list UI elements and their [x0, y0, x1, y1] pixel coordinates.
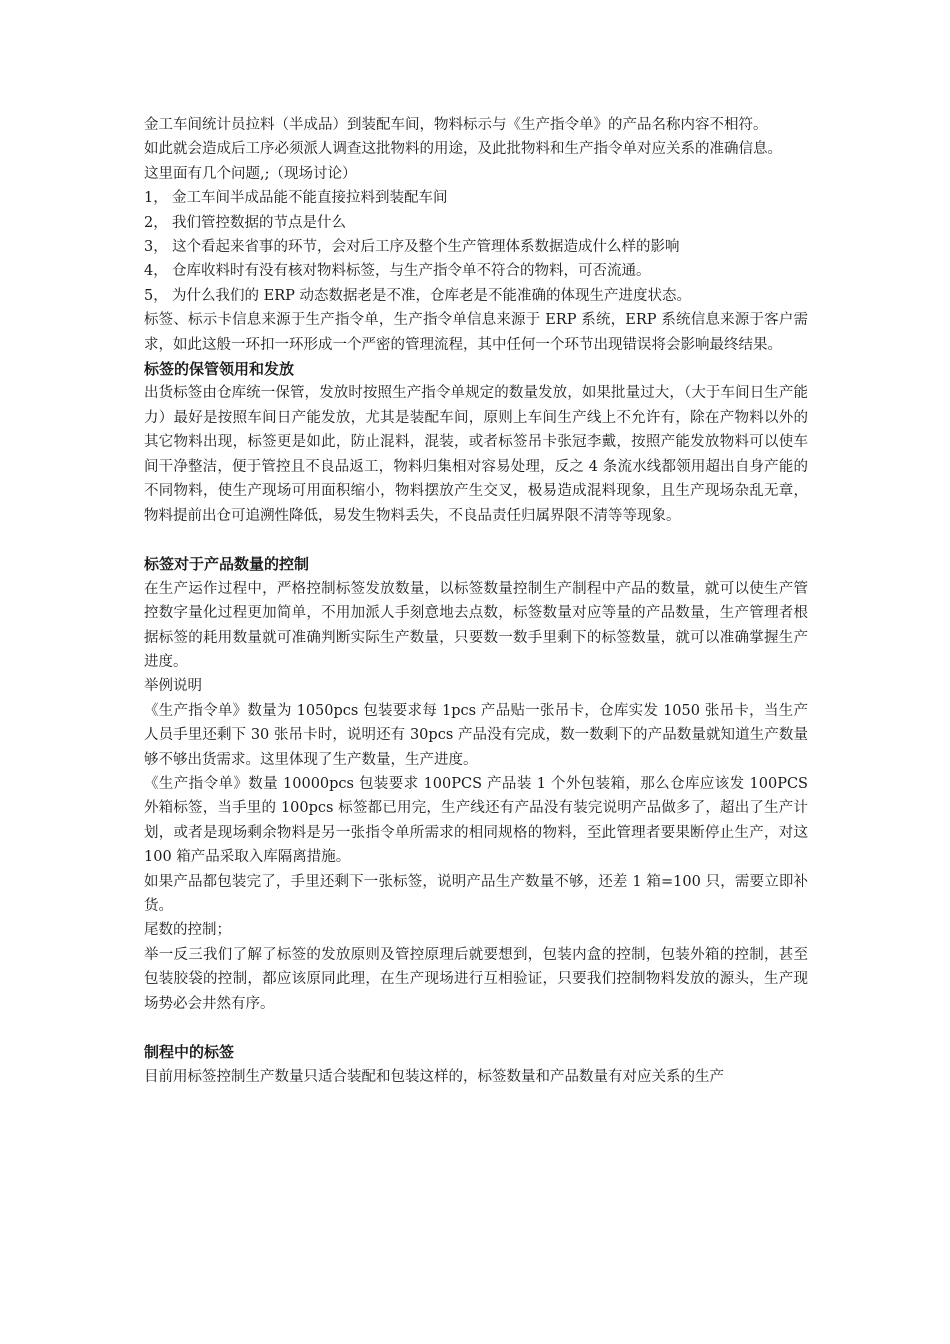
question-number: 5，: [144, 287, 168, 304]
example-title: 举例说明: [144, 678, 202, 695]
section-body-quantity-control: 在生产运作过程中，严格控制标签发放数量，以标签数量控制生产制程中产品的数量，就可以使生产管控数字量化过程更加简单，不用加派人手刻意地去点数，标签数量对应等量的产品数量，生产管理者根据标签的耗用数量就可准确判断实际生产数量，只要数一数手里剩下的标签数量，就可以准确掌握生产进度。: [144, 580, 808, 670]
question-item: [144, 284, 808, 308]
section-body-in-process-labels: 目前用标签控制生产数量只适合装配和包装这样的，标签数量和产品数量有对应关系的生产: [144, 1068, 724, 1085]
section-heading-in-process-labels: 制程中的标签: [144, 1043, 235, 1062]
question-number: 1，: [144, 190, 168, 207]
question-item: [144, 259, 808, 283]
summary-paragraph: 标签、标示卡信息来源于生产指令单，生产指令单信息来源于 ERP 系统，ERP 系统信息来源于客户需求，如此这般一环扣一环形成一个严密的管理流程，其中任何一个环节出现错误将会影响最终结果。: [144, 312, 808, 353]
question-item: [144, 211, 808, 235]
example-paragraph-3: 如果产品都包装完了，手里还剩下一张标签，说明产品生产数量不够，还差 1 箱=100 只，需要立即补货。: [144, 873, 808, 914]
intro-paragraph-3: 这里面有几个问题,;（现场讨论）: [144, 165, 357, 182]
paragraph-gap: [144, 528, 808, 552]
question-item: [144, 186, 808, 210]
tail-control-body: 举一反三我们了解了标签的发放原则及管控原理后就要想到，包装内盒的控制，包装外箱的控制，甚至包装胶袋的控制，都应该原同此理，在生产现场进行互相验证，只要我们控制物料发放的源头，生产现场势必会井然有序。: [144, 946, 808, 1012]
question-number: 2，: [144, 214, 168, 231]
question-item: [144, 235, 808, 259]
question-text: 这个看起来省事的环节，会对后工序及整个生产管理体系数据造成什么样的影响: [172, 239, 680, 256]
question-text: 仓库收料时有没有核对物料标签，与生产指令单不符合的物料，可否流通。: [172, 263, 651, 280]
example-paragraph-1: 《生产指令单》数量为 1050pcs 包装要求每 1pcs 产品贴一张吊卡，仓库实发 1050 张吊卡，当生产人员手里还剩下 30 张吊卡时，说明还有 30pcs 产品没有完成，数一数剩下的产品数量就知道生产数量够不够出货需求。这里体现了生产数量，生产进度。: [144, 702, 808, 768]
question-text: 金工车间半成品能不能直接拉料到装配车间: [172, 190, 448, 207]
section-body-label-custody: 出货标签由仓库统一保管，发放时按照生产指令单规定的数量发放，如果批量过大，（大于车间日生产能力）最好是按照车间日产能发放，尤其是装配车间，原则上车间生产线上不允许有，除在产物料以外的其它物料出现，标签更是如此，防止混料，混装，或者标签吊卡张冠李戴，按照产能发放物料可以使车间干净整洁，便于管控且不良品返工，物料归集相对容易处理，反之 4 条流水线都领用超出自身产能的不同物料，使生产现场可用面积缩小，物料摆放产生交叉，极易造成混料现象，且生产现场杂乱无章，物料提前出仓可追溯性降低，易发生物料丢失，不良品责任归属界限不清等等现象。: [144, 385, 808, 524]
question-number: 3，: [144, 239, 168, 256]
question-number: 4，: [144, 263, 168, 280]
intro-paragraph-1: 金工车间统计员拉料（半成品）到装配车间，物料标示与《生产指令单》的产品名称内容不相符。: [144, 117, 768, 133]
section-heading-label-custody: 标签的保管领用和发放: [144, 360, 295, 379]
intro-paragraph-2: 如此就会造成后工序必须派人调查这批物料的用途，及此批物料和生产指令单对应关系的准确信息。: [144, 141, 782, 158]
question-text: 我们管控数据的节点是什么: [172, 214, 346, 231]
tail-control-title: 尾数的控制；: [144, 922, 231, 939]
document-body: [144, 113, 808, 1089]
paragraph-gap: [144, 1016, 808, 1040]
example-paragraph-2: 《生产指令单》数量 10000pcs 包装要求 100PCS 产品装 1 个外包装箱，那么仓库应该发 100PCS 外箱标签，当手里的 100pcs 标签都已用完，生产线还有产品没有装完说明产品做多了，超出了生产计划，或者是现场剩余物料是另一张指令单所需求的相同规格的物料，至此管理者要果断停止生产，对这 100 箱产品采取入库隔离措施。: [144, 775, 808, 866]
question-text: 为什么我们的 ERP 动态数据老是不准，仓库老是不能准确的体现生产进度状态。: [172, 287, 691, 304]
section-heading-quantity-control: 标签对于产品数量的控制: [144, 555, 310, 574]
